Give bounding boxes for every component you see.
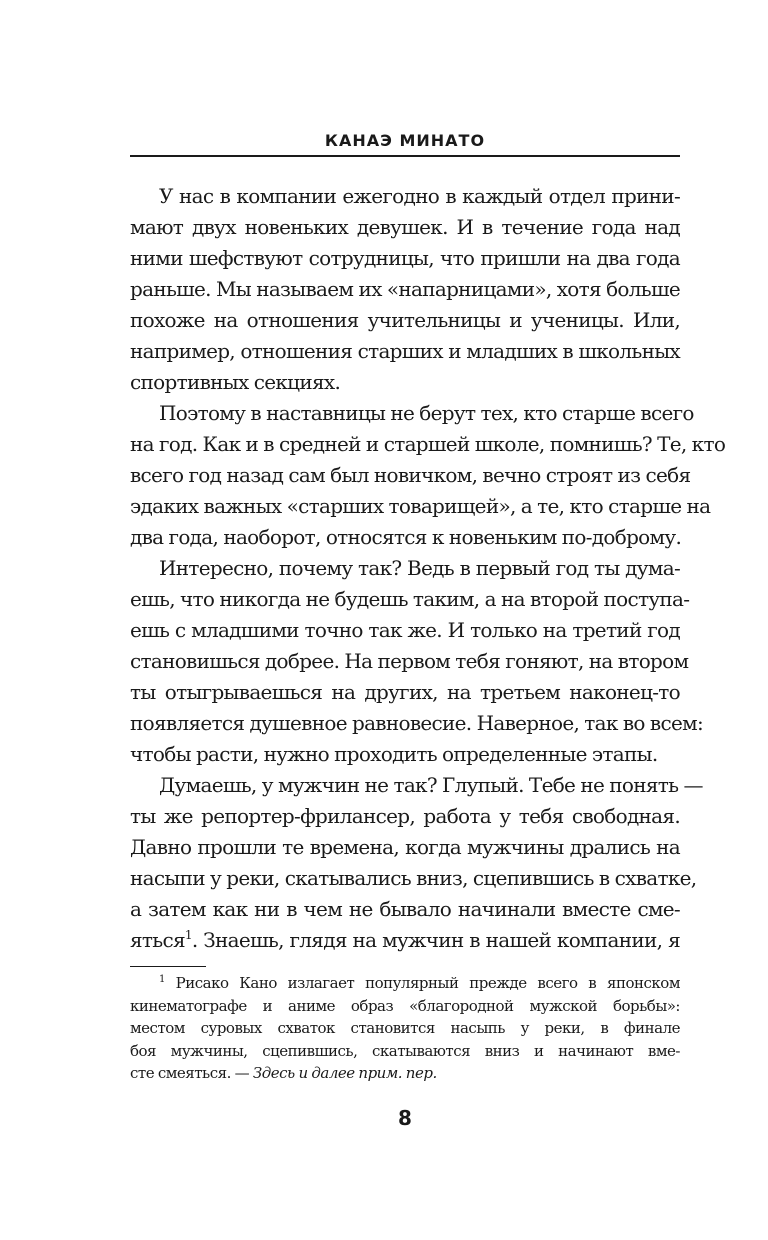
running-header: КАНАЭ МИНАТО <box>324 131 486 150</box>
header-rule <box>130 155 680 157</box>
text-line-end: . Знаешь, глядя на мужчин в нашей компании, я <box>191 928 680 952</box>
footnote-text: сте смеяться. — <box>130 1064 253 1082</box>
text-line: Давно прошли те времена, когда мужчины дрались на <box>130 835 680 859</box>
text-line: ними шефствуют сотрудницы, что пришли на два года <box>130 246 680 270</box>
footnote-line: кинематографе и аниме образ «благородной мужской борьбы»: <box>130 996 680 1015</box>
footnote-attribution: Здесь и далее прим. пер. <box>252 1064 437 1082</box>
text-line: У нас в компании ежегодно в каждый отдел прини- <box>159 184 680 208</box>
text-line: чтобы расти, нужно проходить определенные этапы. <box>130 742 658 766</box>
text-line: всего год назад сам был новичком, вечно строят из себя <box>130 463 691 487</box>
text-line: становишься добрее. На первом тебя гоняют, на втором <box>130 649 689 673</box>
text-line: спортивных секциях. <box>130 370 341 394</box>
footnote-line <box>130 972 680 995</box>
footnote-number: 1 <box>159 974 165 985</box>
text-line: ты отыгрываешься на других, на третьем наконец-то <box>130 680 680 704</box>
text-line: два года, наоборот, относятся к новеньким по-доброму. <box>130 525 682 549</box>
text-line: эдаких важных «старших товарищей», а те, кто старше на <box>130 494 711 518</box>
text-line: ешь, что никогда не будешь таким, а на второй поступа- <box>130 587 690 611</box>
footnote-rule <box>130 966 206 967</box>
text-line: а затем как ни в чем не бывало начинали вместе сме- <box>130 897 680 921</box>
text-line: Поэтому в наставницы не берут тех, кто старше всего <box>159 401 694 425</box>
text-line <box>130 925 680 956</box>
text-line: на год. Как и в средней и старшей школе, помнишь? Те, кто <box>130 432 726 456</box>
text-line: мают двух новеньких девушек. И в течение года над <box>130 215 680 239</box>
text-line: похоже на отношения учительницы и ученицы. Или, <box>130 308 680 332</box>
footnote-text: Рисако Кано излагает популярный прежде всего в японском <box>175 974 680 992</box>
text-line: ты же репортер-фрилансер, работа у тебя свободная. <box>130 804 680 828</box>
footnote-line: боя мужчины, сцепившись, скатываются вниз и начинают вме- <box>130 1041 680 1060</box>
text-line: ешь с младшими точно так же. И только на третий год <box>130 618 680 642</box>
body-text <box>130 181 726 956</box>
footnote <box>130 972 680 1085</box>
text-line: появляется душевное равновесие. Наверное, так во всем: <box>130 711 703 735</box>
text-line: например, отношения старших и младших в школьных <box>130 339 680 363</box>
footnote-line <box>130 1062 680 1085</box>
text-line: Интересно, почему так? Ведь в первый год ты дума- <box>159 556 680 580</box>
text-line: насыпи у реки, скатывались вниз, сцепившись в схватке, <box>130 866 697 890</box>
footnote-reference[interactable]: 1 <box>184 928 192 942</box>
text-line: Думаешь, у мужчин не так? Глупый. Тебе не понять — <box>159 773 703 797</box>
page-number: 8 <box>398 1106 412 1130</box>
text-line-start: яться <box>130 928 185 952</box>
footnote-line: местом суровых схваток становится насыпь у реки, в финале <box>130 1019 680 1037</box>
text-line: раньше. Мы называем их «напарницами», хотя больше <box>130 277 680 301</box>
